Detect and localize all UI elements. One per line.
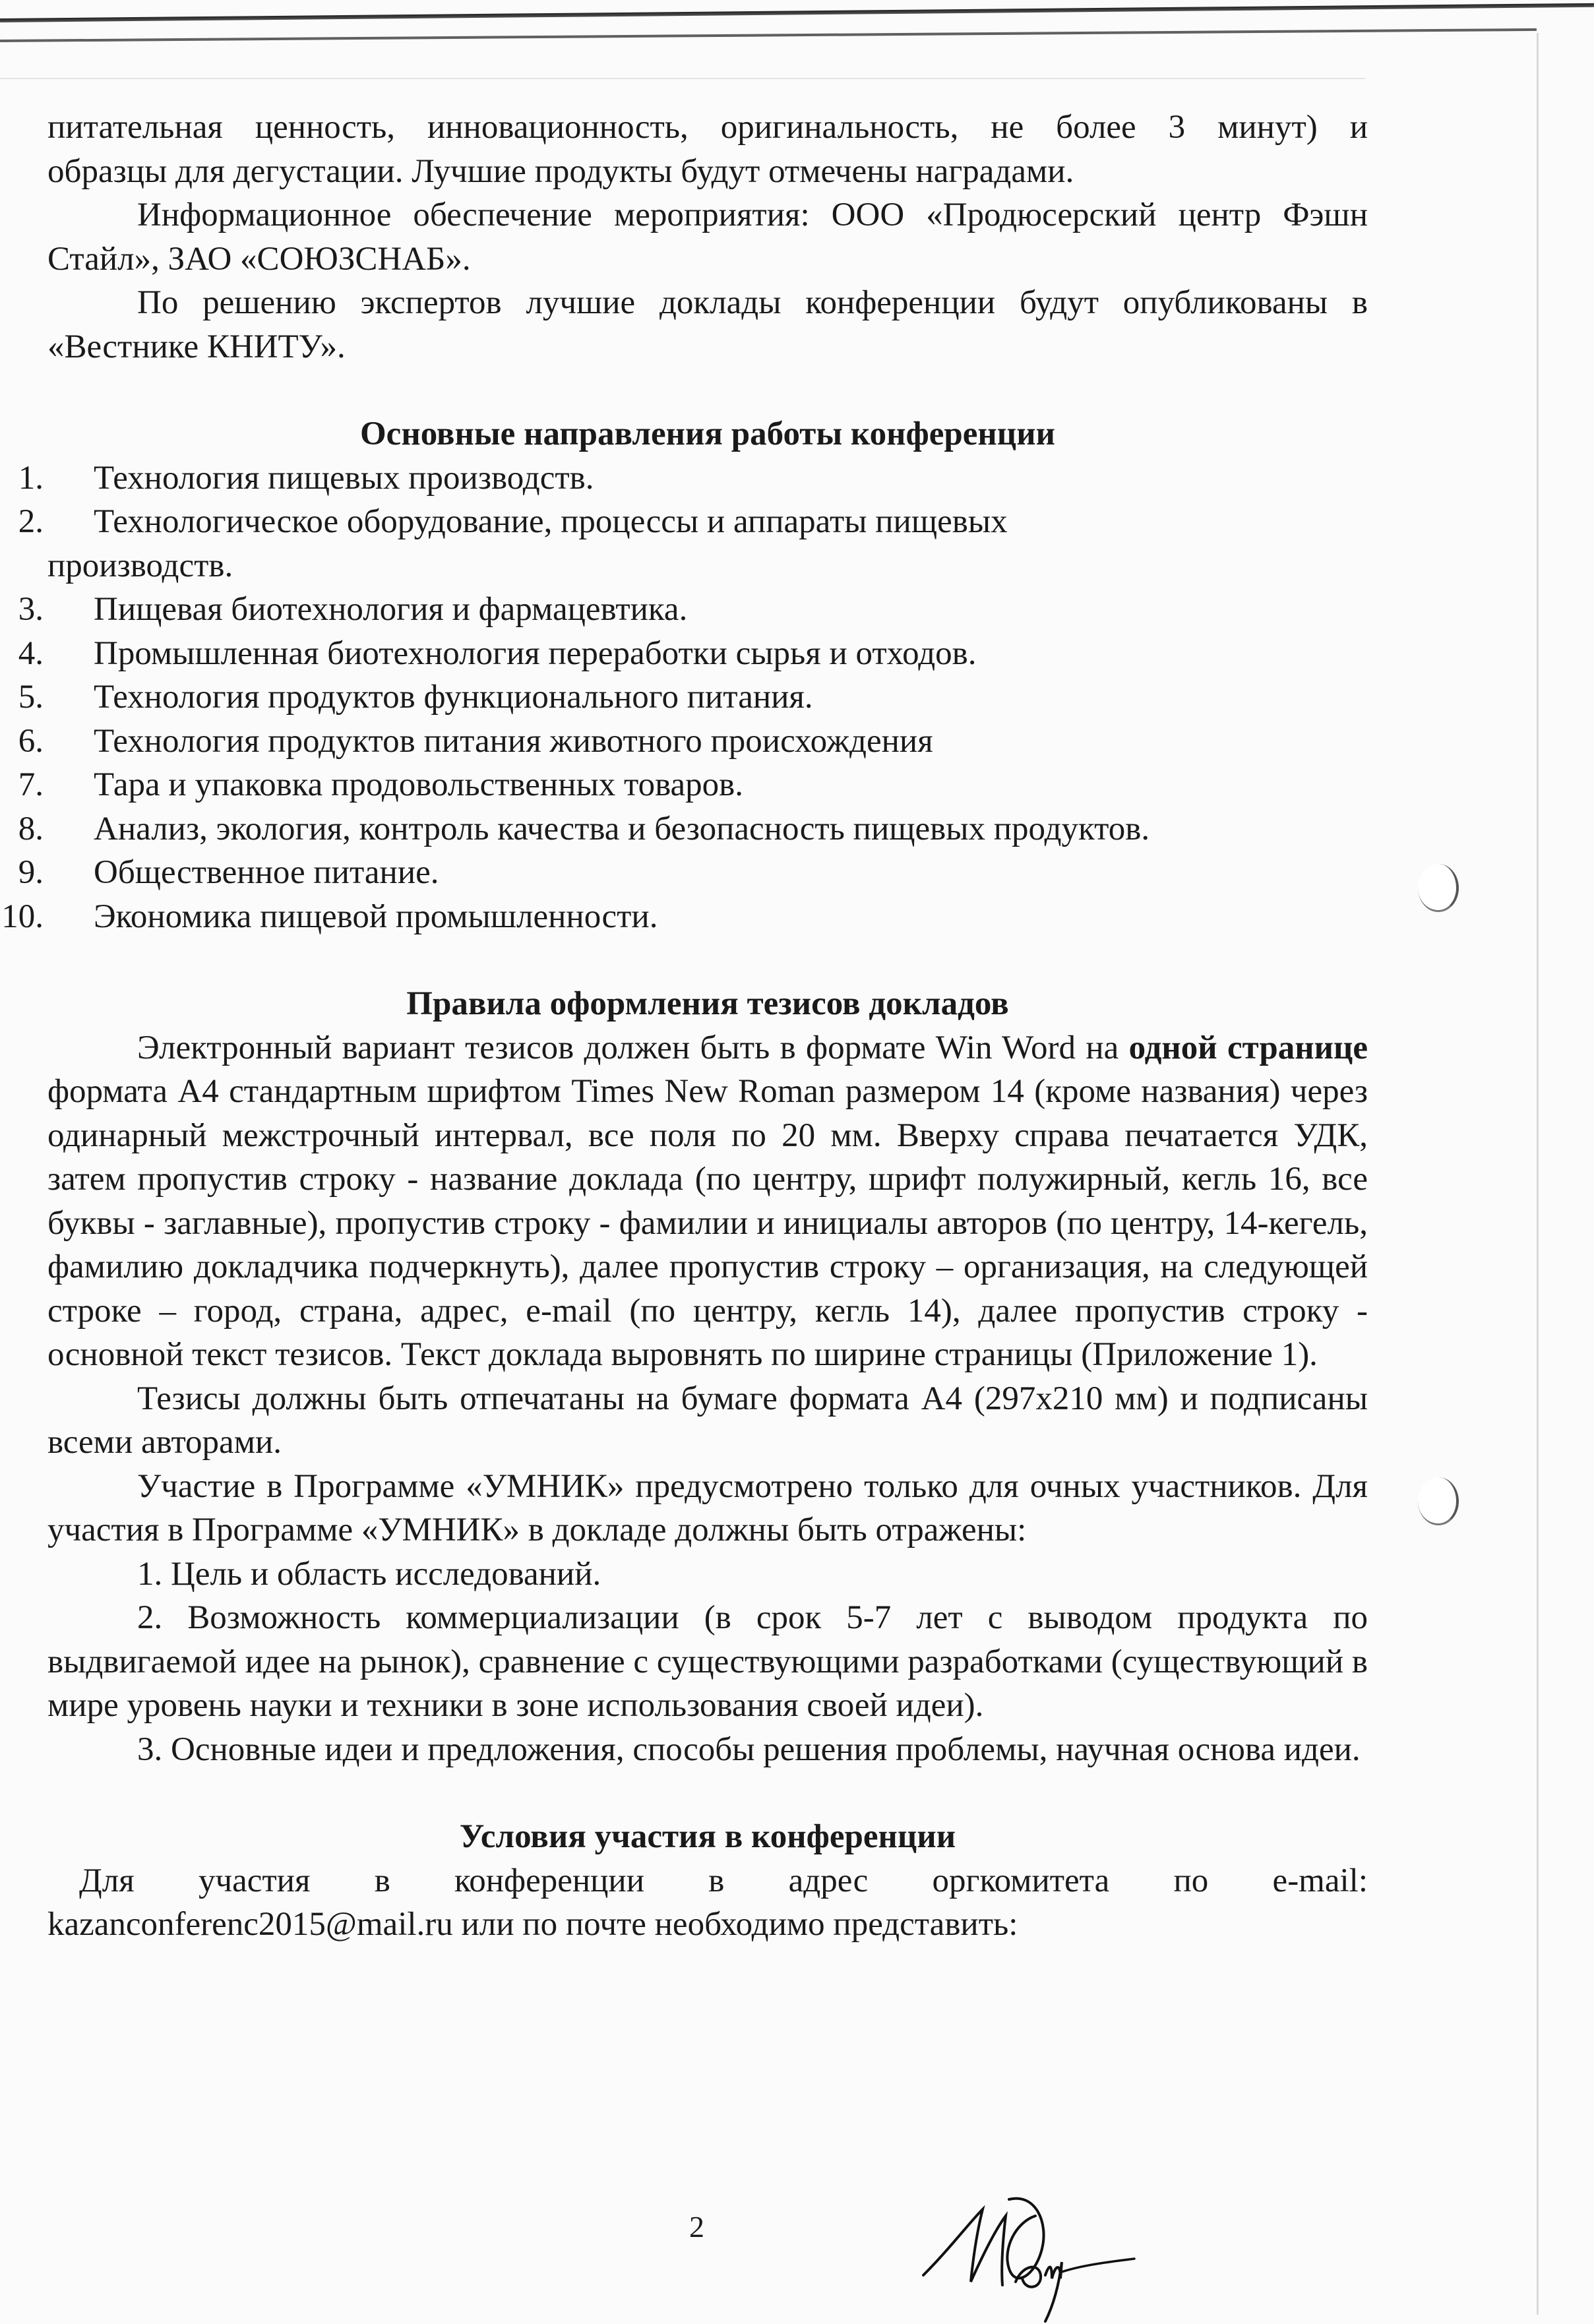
rules-p1-start: Электронный вариант тезисов должен быть в формате Win Word на: [137, 1029, 1119, 1066]
item-number: 4.: [18, 634, 44, 672]
item-text: Общественное питание.: [94, 854, 439, 891]
rules-paragraph-1: [47, 1026, 1368, 1377]
directions-list: [1, 456, 1368, 939]
punch-hole: [1418, 1477, 1459, 1525]
directions-heading: Основные направления работы конференции: [360, 415, 1055, 452]
rules-p1-rest: формата А4 стандартным шрифтом Times New Roman размером 14 (кроме названия) через одинарный межстрочный интервал, все поля по 20 мм. Вверху справа печатается УДК, затем пропустив строку - название доклада (по центру, шрифт полужирный, кегль 16, все буквы - заглавные), пропустив строку - фамилии и инициалы авторов (по центру, 14-кегель, фамилию докладчика подчеркнуть), далее пропустив строку – организация, на следующей строке – город, страна, адрес, e-mail (по центру, кегль 14), далее пропустив строку - основной текст тезисов. Текст доклада выровнять по ширине страницы (Приложение 1).: [47, 1073, 1368, 1373]
item-number: 3.: [18, 591, 44, 628]
bleed-through-line: [0, 78, 1365, 79]
item-number: 2.: [18, 503, 44, 540]
item-number: 9.: [18, 854, 44, 891]
info-support-paragraph: Информационное обеспечение мероприятия: ООО «Продюсерский центр Фэшн Стайл», ЗАО «СОЮЗСНАБ».: [47, 197, 1368, 278]
item-text: Промышленная биотехнология переработки сырья и отходов.: [94, 634, 977, 672]
direction-item: [18, 588, 1368, 632]
direction-item: [18, 500, 1368, 588]
item-text: Пищевая биотехнология и фармацевтика.: [94, 591, 688, 628]
direction-item: [18, 763, 1368, 807]
requirement-3: 3. Основные идеи и предложения, способы решения проблемы, научная основа идеи.: [137, 1730, 1361, 1768]
conditions-rest: или по почте необходимо представить:: [452, 1906, 1018, 1943]
item-text: Технологическое оборудование, процессы и аппараты пищевых: [94, 503, 1008, 540]
item-number: 1.: [18, 459, 44, 497]
rules-p1-bold: одной странице: [1128, 1029, 1368, 1066]
item-number: 5.: [18, 679, 44, 716]
item-text: Экономика пищевой промышленности.: [94, 898, 658, 935]
punch-hole: [1418, 864, 1459, 912]
direction-item: [1, 895, 1368, 939]
item-text-continued: производств.: [47, 547, 233, 584]
item-number: 10.: [1, 898, 44, 935]
intro-line-2: образцы для дегустации. Лучшие продукты будут отмечены наградами.: [47, 152, 1074, 190]
direction-item: [18, 632, 1368, 676]
item-text: Тара и упаковка продовольственных товаров.: [94, 766, 744, 803]
direction-item: [18, 719, 1368, 764]
item-number: 7.: [18, 766, 44, 803]
publication-paragraph: По решению экспертов лучшие доклады конференции будут опубликованы в «Вестнике КНИТУ».: [47, 284, 1368, 365]
rules-paragraph-3: Участие в Программе «УМНИК» предусмотрено только для очных участников. Для участия в Программе «УМНИК» в докладе должны быть отражены:: [47, 1467, 1368, 1548]
direction-item: [18, 807, 1368, 851]
item-text: Технология продуктов питания животного происхождения: [94, 722, 933, 760]
page-right-edge: [1537, 33, 1539, 2315]
conditions-line-1: Для участия в конференции в адрес оргкомитета по e-mail:: [79, 1862, 1368, 1899]
scan-top-edge: [0, 3, 1594, 22]
page-number: 2: [689, 2210, 704, 2244]
direction-item: [18, 851, 1368, 895]
intro-line-1: питательная ценность, инновационность, оригинальность, не более 3 минут) и: [47, 109, 1368, 146]
item-text: Анализ, экология, контроль качества и безопасность пищевых продуктов.: [94, 810, 1150, 847]
conditions-line-2: [47, 1903, 1368, 1947]
requirement-2: 2. Возможность коммерциализации (в срок 5-7 лет с выводом продукта по выдвигаемой идее на рынок), сравнение с существующими разработками (существующий в мире уровень науки и техники в зоне использования своей идеи).: [47, 1599, 1368, 1724]
conference-email[interactable]: kazanconferenc2015@mail.ru: [47, 1906, 453, 1943]
scan-page-edge: [0, 28, 1537, 42]
item-text: Технология продуктов функционального питания.: [94, 679, 813, 716]
direction-item: [18, 456, 1368, 501]
item-text: Технология пищевых производств.: [94, 459, 594, 497]
document-body: [1, 106, 1368, 1947]
direction-item: [18, 675, 1368, 719]
rules-heading: Правила оформления тезисов докладов: [406, 985, 1009, 1022]
requirement-1: 1. Цель и область исследований.: [137, 1555, 601, 1593]
item-number: 8.: [18, 810, 44, 847]
rules-paragraph-2: Тезисы должны быть отпечатаны на бумаге формата А4 (297x210 мм) и подписаны всеми авторами.: [47, 1380, 1368, 1461]
conditions-heading: Условия участия в конференции: [459, 1818, 956, 1855]
handwritten-signature: [910, 2196, 1148, 2324]
item-number: 6.: [18, 722, 44, 760]
